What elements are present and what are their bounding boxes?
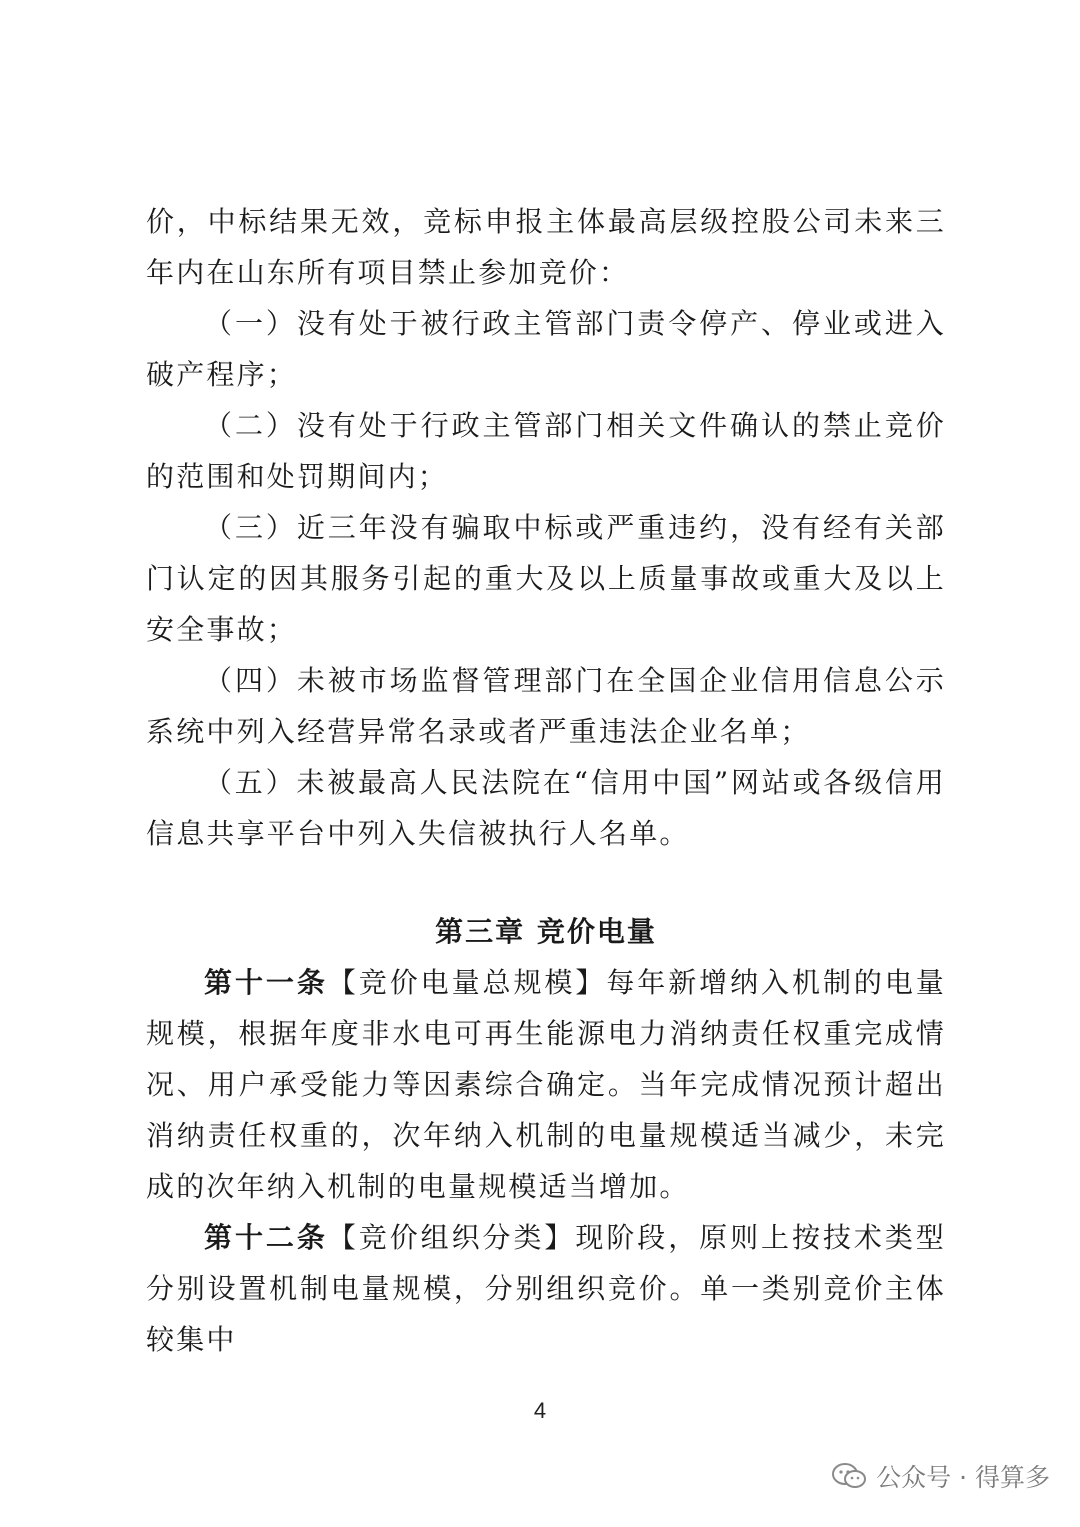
article-12 xyxy=(146,1212,946,1365)
condition-item-5: （五）未被最高人民法院在“信用中国”网站或各级信用信息共享平台中列入失信被执行人名单。 xyxy=(146,766,946,850)
watermark xyxy=(832,1458,1050,1494)
article-11-paragraph xyxy=(146,957,946,1212)
article-12-paragraph xyxy=(146,1212,946,1365)
condition-item-4: （四）未被市场监督管理部门在全国企业信用信息公示系统中列入经营异常名录或者严重违法企业名单； xyxy=(146,664,946,748)
watermark-text: 公众号 · 得算多 xyxy=(876,1463,1050,1492)
article-12-text: 现阶段，原则上按技术类型分别设置机制电量规模，分别组织竞价。单一类别竞价主体较集中 xyxy=(146,1221,946,1356)
article-12-number: 第十二条 xyxy=(204,1221,328,1254)
condition-item-1: （一）没有处于被行政主管部门责令停产、停业或进入破产程序； xyxy=(146,307,946,391)
paragraph-continuation: 价，中标结果无效，竞标申报主体最高层级控股公司未来三年内在山东所有项目禁止参加竞价： xyxy=(146,205,946,289)
article-11-number: 第十一条 xyxy=(204,966,328,999)
page-number: 4 xyxy=(533,1398,547,1423)
article-11-heading: 【竞价电量总规模】 xyxy=(327,966,607,999)
condition-item-2: （二）没有处于行政主管部门相关文件确认的禁止竞价的范围和处罚期间内； xyxy=(146,409,946,493)
condition-item-3: （三）近三年没有骗取中标或严重违约，没有经有关部门认定的因其服务引起的重大及以上质量事故或重大及以上安全事故； xyxy=(146,511,946,646)
article-11-text: 每年新增纳入机制的电量规模，根据年度非水电可再生能源电力消纳责任权重完成情况、用户承受能力等因素综合确定。当年完成情况预计超出消纳责任权重的，次年纳入机制的电量规模适当减少，未完成的次年纳入机制的电量规模适当增加。 xyxy=(146,966,946,1203)
chapter-title: 第三章 竞价电量 xyxy=(435,915,657,948)
conditions-section xyxy=(146,196,946,859)
article-11 xyxy=(146,957,946,1212)
wechat-icon xyxy=(832,1462,866,1490)
article-12-heading: 【竞价组织分类】 xyxy=(327,1221,576,1254)
